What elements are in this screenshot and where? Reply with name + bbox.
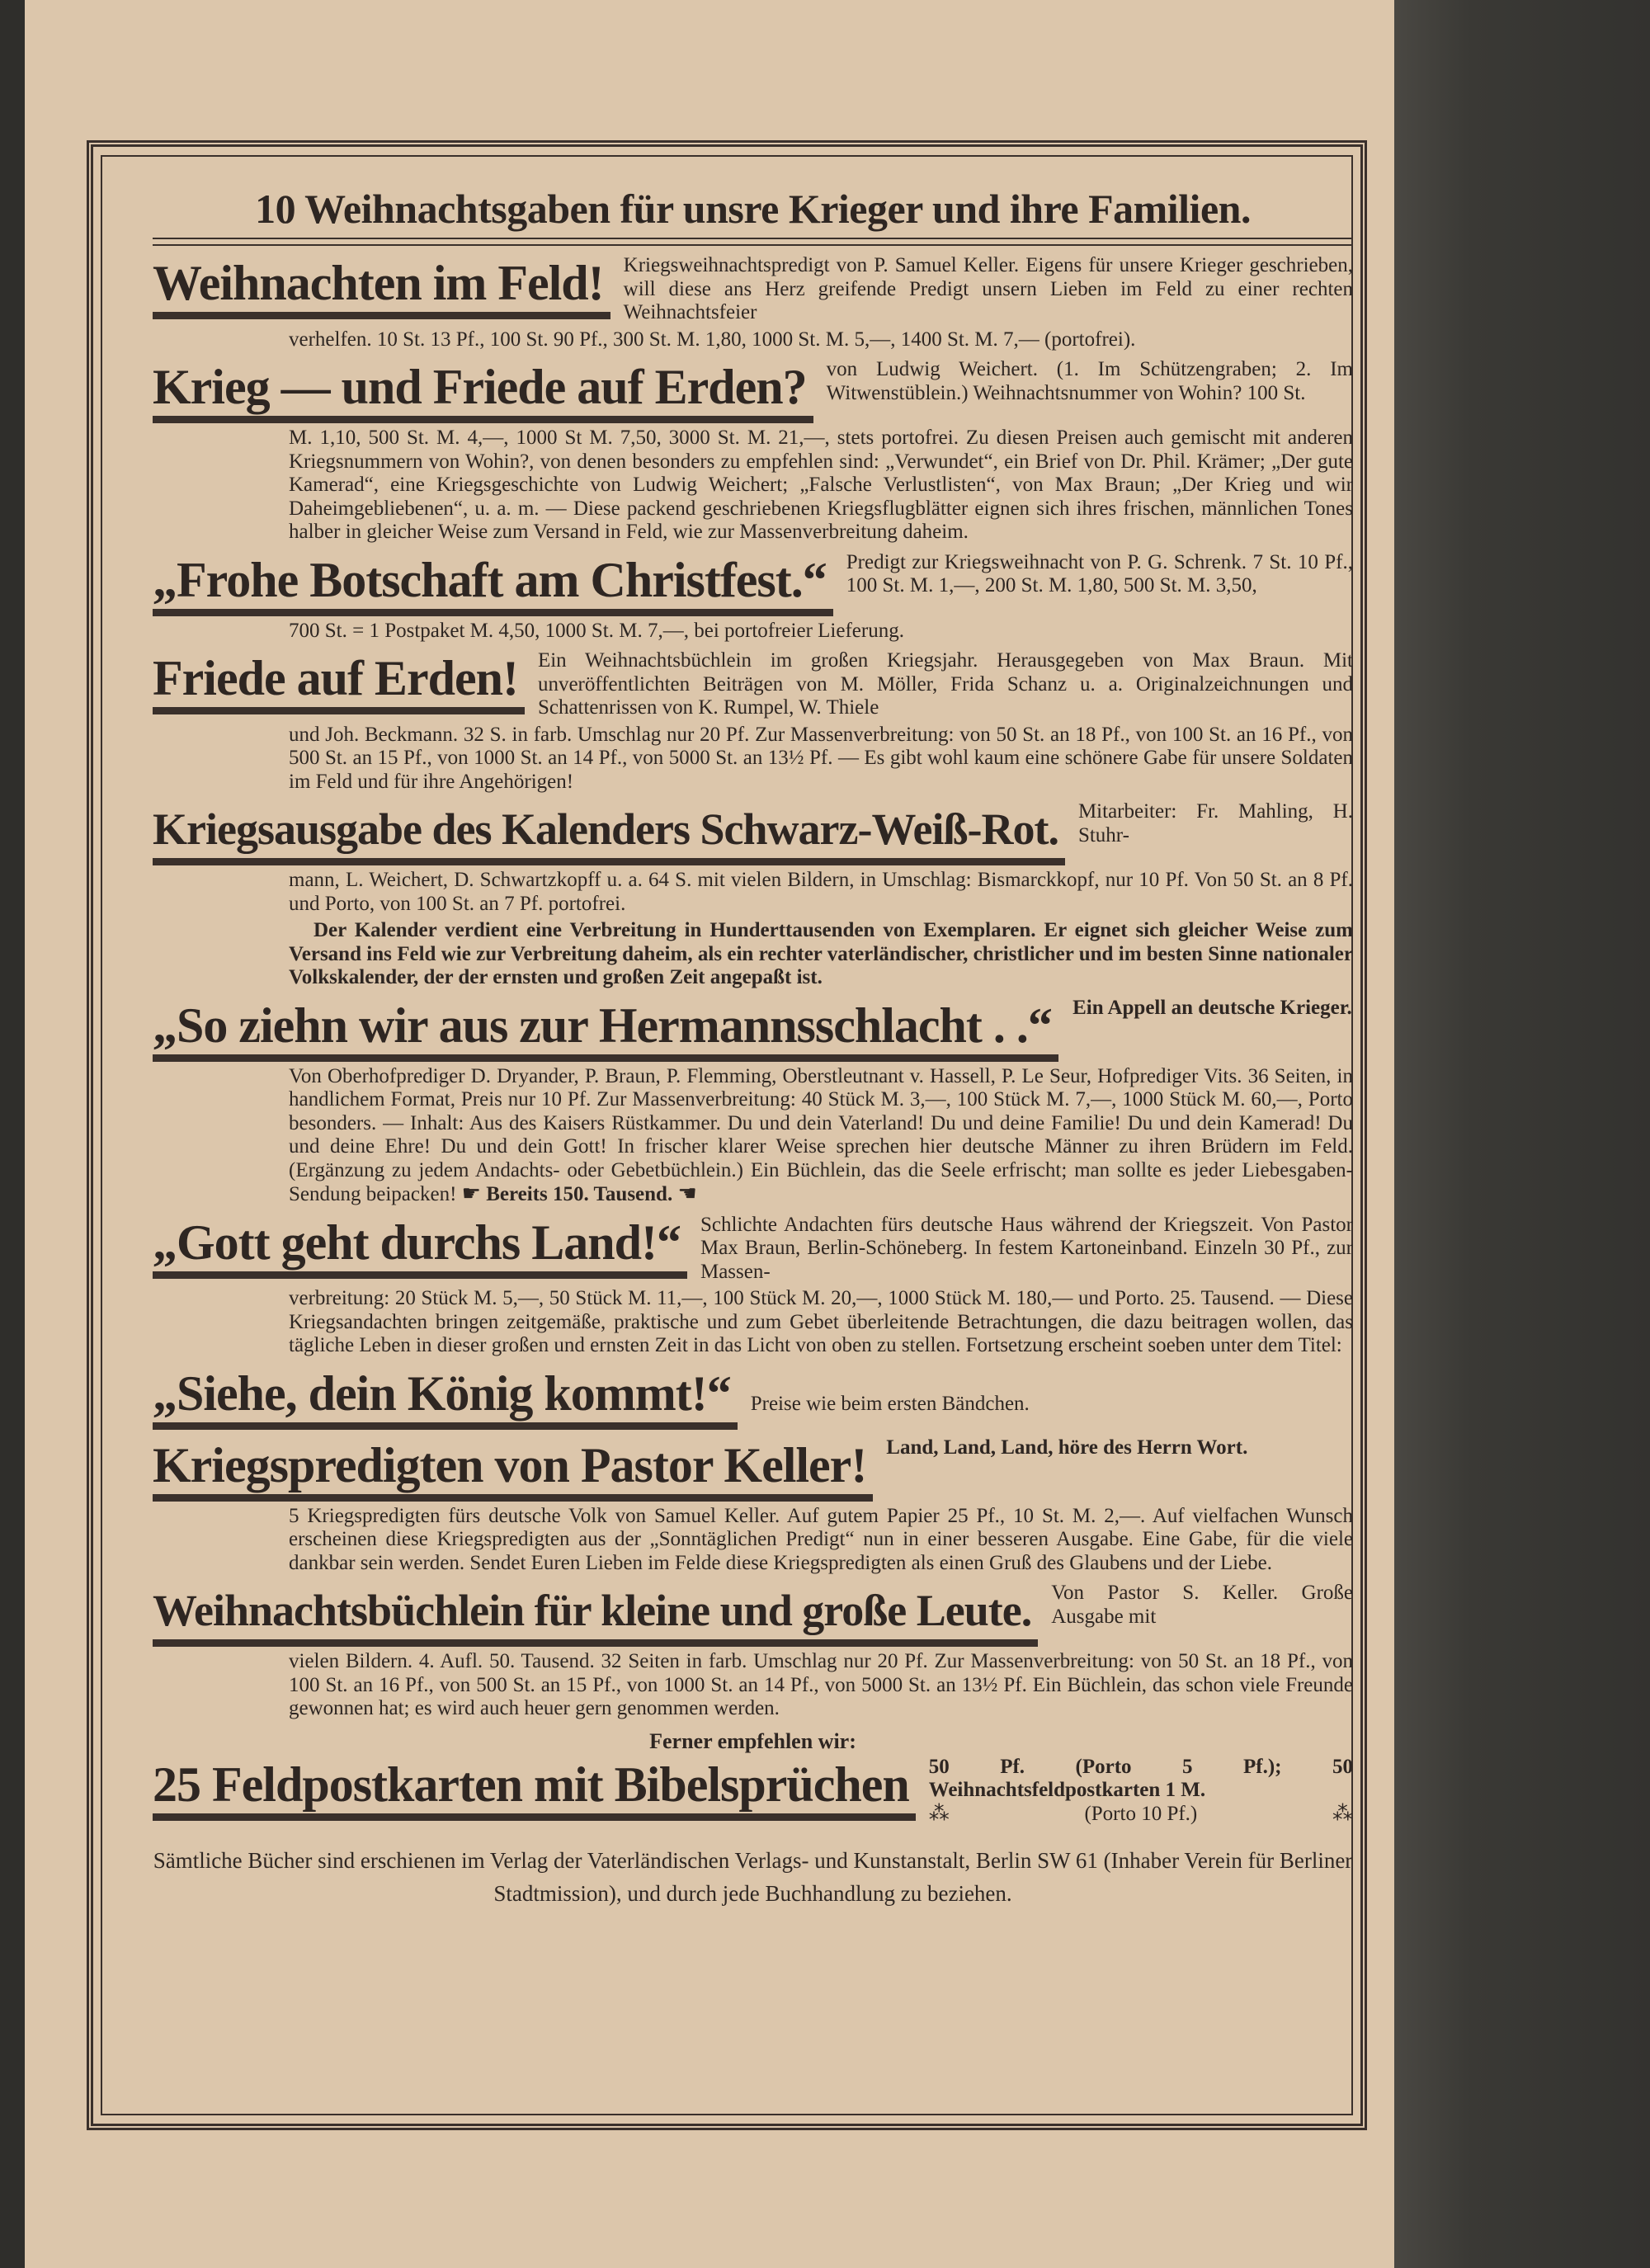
- book-binding-right: [1394, 0, 1650, 2268]
- page-content: [153, 183, 1353, 1910]
- body-text: verhelfen. 10 St. 13 Pf., 100 St. 90 Pf., 300 St. M. 1,80, 1000 St. M. 5,—, 1400 St. M. 7,— (portofrei).: [289, 328, 1136, 351]
- pointing-hand-icon: ☛: [461, 1181, 481, 1205]
- ad-krieg-und-friede: [153, 358, 1353, 545]
- side-text: Land, Land, Land, höre des Herrn Wort.: [886, 1436, 1248, 1459]
- side-text: 50 Pf. (Porto 5 Pf.); 50 Weihnachtsfeldpostkarten 1 M.: [928, 1755, 1353, 1801]
- ad-kriegspredigten-keller: [153, 1436, 1353, 1576]
- headline: „So ziehn wir aus zur Hermannsschlacht . .“: [153, 997, 1058, 1062]
- ad-hermannsschlacht: [153, 997, 1353, 1207]
- side-text: Von Pastor S. Keller. Große Ausgabe mit: [1051, 1582, 1353, 1628]
- publisher-footer: Sämtliche Bücher sind erschienen im Verlag der Vaterländischen Verlags- und Kunstanstalt, Berlin SW 61 (Inhaber Verein für Berliner Stadtmission), und durch jede Buchhandlung zu beziehen.: [153, 1848, 1353, 1906]
- ad-feldpostkarten: [153, 1756, 1353, 1827]
- headline: „Frohe Botschaft am Christfest.“: [153, 551, 833, 616]
- side-text: Kriegsweihnachtspredigt von P. Samuel Keller. Eigens für unsere Krieger geschrieben, will diese ans Herz greifende Predigt unsern Lieben im Feld zu einer rechten Weihnachtsfeier: [623, 254, 1353, 323]
- ad-weihnachtsbuechlein: [153, 1582, 1353, 1721]
- headline: „Siehe, dein König kommt!“: [153, 1365, 738, 1430]
- side-text: Ein Appell an deutsche Krieger.: [1072, 996, 1352, 1019]
- pointing-hand-icon: ☚: [677, 1181, 697, 1205]
- body-text: vielen Bildern. 4. Aufl. 50. Tausend. 32 Seiten in farb. Umschlag nur 20 Pf. Zur Massenverbreitung: von 50 St. an 18 Pf., von 100 St. an 16 Pf., von 500 St. an 15 Pf., von 1000 St. an 14 Pf., von 5000 St. an 13½ Pf. Ein Büchlein, das schon viele Freunde gewonnen hat; es wird auch heuer gern genommen werden.: [289, 1650, 1353, 1719]
- book-binding-left: [0, 0, 25, 2268]
- page-title: 10 Weihnachtsgaben für unsre Krieger und ihre Familien.: [255, 186, 1251, 232]
- porto-text: (Porto 10 Pf.): [1084, 1802, 1198, 1825]
- side-text: Preise wie beim ersten Bändchen.: [750, 1393, 1030, 1415]
- body-text-bold: Der Kalender verdient eine Verbreitung in Hunderttausenden von Exemplaren. Er eignet sich gleicher Weise zum Versand ins Feld wie zur Verbreitung daheim, als ein rechter vaterländischer, christlicher und im besten Sinne nationaler Volkskalender, der der ernsten und großen Zeit angepaßt ist.: [289, 919, 1353, 988]
- side-text: Ein Weihnachtsbüchlein im großen Kriegsjahr. Herausgegeben von Max Braun. Mit unveröffentlichten Beiträgen von M. Möller, Frida Schanz u. a. Originalzeichnungen und Schattenrissen von K. Rumpel, W. Thiele: [537, 649, 1353, 719]
- body-text: und Joh. Beckmann. 32 S. in farb. Umschlag nur 20 Pf. Zur Massenverbreitung: von 50 St. an 18 Pf., von 100 St. an 16 Pf., von 500 St. an 15 Pf., von 1000 St. an 14 Pf., von 5000 St. an 13½ Pf. — Es gibt wohl kaum eine schönere Gabe für unsere Soldaten im Feld und für ihre Angehörigen!: [289, 723, 1353, 793]
- headline: Weihnachtsbüchlein für kleine und große Leute.: [153, 1582, 1038, 1647]
- body-text: 700 St. = 1 Postpaket M. 4,50, 1000 St. M. 7,—, bei portofreier Lieferung.: [289, 619, 904, 642]
- side-text: von Ludwig Weichert. (1. Im Schützengraben; 2. Im Witwenstüblein.) Weihnachtsnummer von Wohin? 100 St.: [826, 358, 1353, 404]
- body-text: [289, 1065, 1353, 1207]
- side-text: Mitarbeiter: Fr. Mahling, H. Stuhr-: [1077, 800, 1353, 846]
- side-text: Predigt zur Kriegsweihnacht von P. G. Schrenk. 7 St. 10 Pf., 100 St. M. 1,—, 200 St. M. 1,80, 500 St. M. 3,50,: [846, 550, 1353, 596]
- body-text: M. 1,10, 500 St. M. 4,—, 1000 St M. 7,50, 3000 St. M. 21,—, stets portofrei. Zu diesen Preisen auch gemischt mit anderen Kriegsnummern von Wohin?, von denen besonders zu empfehlen sind: „Verwundet“, ein Brief von Dr. Phil. Krämer; „Der gute Kamerad“, eine Kriegsgeschichte von Ludwig Weichert; „Falsche Verlustlisten“, von Max Braun; „Der Krieg und wir Daheimgebliebenen“, u. a. m. — Diese packend geschriebenen Kriegsflugblätter eignen sich ihres frischen, männlichen Tones halber in gleicher Weise zum Versand in Feld, wie zur Massenverbreitung daheim.: [289, 427, 1353, 543]
- headline: Friede auf Erden!: [153, 649, 525, 714]
- headline: Krieg — und Friede auf Erden?: [153, 358, 813, 423]
- ferner-heading: Ferner empfehlen wir:: [649, 1728, 856, 1753]
- ad-gott-geht-durchs-land: [153, 1214, 1353, 1358]
- asterism-icon: ⁂: [1332, 1802, 1353, 1825]
- headline: „Gott geht durchs Land!“: [153, 1214, 687, 1279]
- title-rule: [153, 238, 1353, 246]
- body-text-main: Von Oberhofprediger D. Dryander, P. Braun, P. Flemming, Oberstleutnant v. Hassell, P. Le Seur, Hofprediger Vits. 36 Seiten, in handlichem Format, Preis nur 10 Pf. Zur Massenverbreitung: 40 Stück M. 3,—, 100 Stück M. 7,—, 1000 Stück M. 60,—, Porto besonders. — Inhalt: Aus des Kaisers Rüstkammer. Du und dein Vaterland! Du und deine Familie! Du und dein Kamerad! Du und deine Ehre! Du und dein Gott! In frischer klarer Weise sprechen hier deutsche Männer zu ihren Brüdern im Feld. (Ergänzung zu jedem Andachts- oder Gebetbüchlein.) Ein Büchlein, das die Seele erfrischt; man sollte es jeder Liebesgaben-Sendung beipacken!: [289, 1064, 1353, 1205]
- side-block: [916, 1756, 1353, 1827]
- asterism-icon: ⁂: [928, 1802, 950, 1825]
- body-text: mann, L. Weichert, D. Schwartzkopff u. a. 64 S. mit vielen Bildern, in Umschlag: Bismarckkopf, nur 10 Pf. Von 50 St. an 8 Pf. und Porto, von 100 St. an 7 Pf. portofrei.: [289, 869, 1353, 915]
- ad-frohe-botschaft: [153, 551, 1353, 644]
- headline: Kriegsausgabe des Kalenders Schwarz-Weiß-Rot.: [153, 800, 1065, 865]
- headline: 25 Feldpostkarten mit Bibelsprüchen: [153, 1756, 916, 1821]
- ad-friede-auf-erden: [153, 649, 1353, 794]
- body-text: verbreitung: 20 Stück M. 5,—, 50 Stück M. 11,—, 100 Stück M. 20,—, 1000 Stück M. 180,— und Porto. 25. Tausend. — Diese Kriegsandachten bringen zeitgemäße, praktische und zum Gebet überleitende Betrachtungen, die dazu beitragen wollen, das tägliche Leben in dieser großen und ernsten Zeit in das Licht von oben zu stellen. Fortsetzung erscheint soeben unter dem Titel:: [289, 1287, 1353, 1356]
- headline: Kriegspredigten von Pastor Keller!: [153, 1436, 873, 1502]
- ad-siehe-dein-koenig: [153, 1365, 1353, 1430]
- ad-weihnachten-im-feld: [153, 254, 1353, 351]
- body-text: 5 Kriegspredigten fürs deutsche Volk von Samuel Keller. Auf gutem Papier 25 Pf., 10 St. M. 2,—. Auf vielfachen Wunsch erscheinen diese Kriegspredigten aus der „Sonntäglichen Predigt“ nun in einer besseren Ausgabe. Eine Gabe, für die viele dankbar sein werden. Sendet Euren Lieben im Felde diese Kriegspredigten als einen Gruß des Glaubens und der Liebe.: [289, 1504, 1353, 1574]
- edition-note: Bereits 150. Tausend.: [486, 1183, 673, 1205]
- headline: Weihnachten im Feld!: [153, 254, 610, 319]
- side-text: Schlichte Andachten fürs deutsche Haus während der Kriegszeit. Von Pastor Max Braun, Berlin-Schöneberg. In festem Kartoneinband. Einzeln 30 Pf., zur Massen-: [700, 1213, 1353, 1283]
- ad-kalender-schwarz-weiss-rot: [153, 800, 1353, 990]
